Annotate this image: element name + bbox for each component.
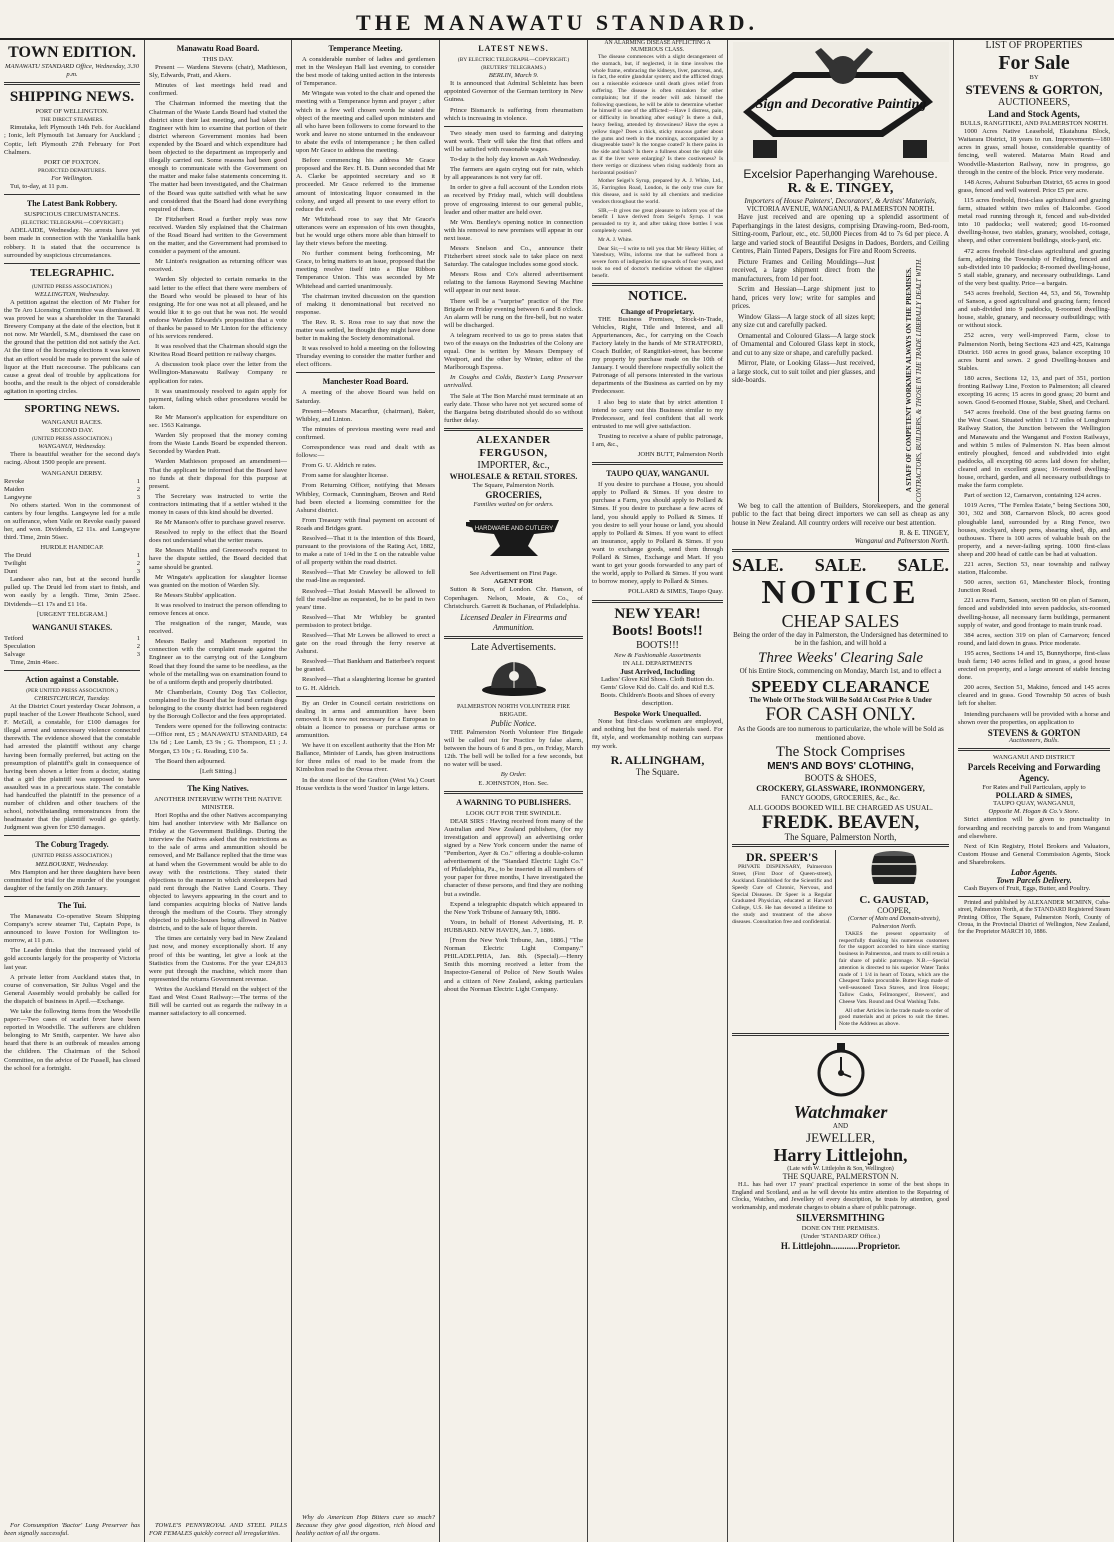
paragraph: Dr Fitzherbert Road a further reply was now received. Warden Sly explained that the Chairman of the Road Board had written to the Government on the matter, and the Government had promised to consider a payment of the amount.	[149, 215, 287, 256]
present: Present — Wardens Stevens (chair), Mathieson, Sly, Edwards, Pratt, and Akers.	[149, 64, 287, 80]
crockery: CROCKERY, GLASSWARE, IRONMONGERY,	[756, 784, 925, 794]
tele-place: WELLINGTON, Wednesday.	[34, 290, 110, 298]
silversmithing: SILVERSMITHING	[796, 1213, 885, 1225]
leader-text: The Leader thinks that the increased yield of gold accounts largely for the prosperity of Victoria last year.	[4, 947, 140, 971]
paragraph: Dear Sir,—I write to tell you that Mr Henry Hillier, of Yatesbury, Wilts, informs me that he suffered from a severe form of indigestion for upwards of four years, and took no end of doctor's medicine without the slightest benefit.	[592, 245, 723, 279]
whole-stock: The Whole Of The Stock Will Be Sold At Cost Price & Under	[749, 696, 932, 705]
stakes-title: WANGANUI STAKES.	[31, 622, 113, 632]
town-parcels: Town Parcels Delivery.	[996, 876, 1072, 886]
sale-word: SALE.	[897, 554, 949, 575]
urgent-telegram: [URGENT TELEGRAM.]	[36, 610, 108, 618]
masthead	[0, 0, 1114, 40]
stock-comprises: The Stock Comprises	[775, 744, 906, 761]
fancy-goods: FANCY GOODS, GROCERIES, &c., &c.	[781, 794, 900, 803]
fire-brigade-helmet-icon	[444, 656, 583, 701]
paragraph: Mother Seigel's Syrup, prepared by A. J. White, Ltd., 35, Farringdon Road, London, is the only true cure for this disease, and is sold by all chemists and medicine vendors throughout the world.	[592, 178, 723, 205]
paragraph: Writes the Auckland Herald on the subject of the East and West Coast Railway:—The terms of the Bill will be carried out as regards the railway in a manner satisfactory to all concerned.	[149, 985, 287, 1018]
paragraph: The Sale at The Bon Marché must terminate at an early date. Those who have not yet secured some of the Bargains being distributed should do so without further delay.	[444, 392, 583, 424]
bespoke: Bespoke Work Unequalled.	[613, 709, 702, 719]
three-weeks: Three Weeks' Clearing Sale	[758, 649, 923, 666]
paragraph: In the stone floor of the Grafton (West Va.) Court House verdicts is the word 'Justice' in large letters.	[296, 776, 435, 792]
late-advertisements: Late Advertisements.	[471, 641, 556, 653]
paragraph: Mr Wingate was voted to the chair and opened the meeting with a Temperance hymn and prayer ; after which in a few well chosen words he stated the object of the meeting and called upon ministers and all who have been followers to come forward to the work and leave no stone unturned in the endeavour to abate the evils of intemperance ; he then called upon Mr Grace to address the meeting.	[296, 90, 435, 155]
new-year: NEW YEAR!	[614, 605, 701, 622]
paragraph: The resignation of the ranger, Maude, was received.	[149, 620, 287, 636]
harry-text: H.L. has had over 17 years' practical experience in some of the best shops in England and Scotland, and as he will devote his entire attention to the Repairing of Clocks, Watches, and Jewellery of every description, he trusts by attention, good workmanship, and moderate charges to obtain a share of public patronage.	[732, 1181, 949, 1211]
allingham-square: The Square.	[635, 766, 680, 777]
paragraph: The Rev. R. S. Ross rose to say that now the matter was settled, he thought they might have done better in making the Society denominational.	[296, 318, 435, 343]
paragraph: Warden Mathieson proposed an amendment—That the applicant be informed that the Board have no funds at their disposal for this purpose at present.	[149, 458, 287, 490]
column-footer: For Consumption 'Bactor' Lung Preserver has been signally successful.	[4, 1521, 140, 1537]
paragraph: The Board then adjourned.	[155, 757, 226, 765]
paragraph: Mr Wingate's application for slaughter license was granted on the motion of Warden Sly.	[149, 573, 287, 589]
list-item: 200 acres, Section 51, Makino, fenced and 145 acres cleared and in grass. Good Township 50 acres of bush left for shelter.	[958, 684, 1110, 708]
paragraph: In Coughs and Colds, Baxter's Lung Preserver unrivalled.	[444, 374, 583, 390]
sign-painting-banner	[732, 42, 949, 165]
cheap-text: Being the order of the day in Palmerston, the Undersigned has determined to be in the fashion, and will hold a	[733, 630, 948, 648]
boots-heading: Boots! Boots!!	[612, 622, 703, 639]
tingey-items	[732, 258, 875, 502]
this-day: THIS DAY.	[202, 56, 234, 63]
list-item: Part of section 12, Carnarvon, containing 124 acres.	[964, 492, 1101, 500]
paragraph: Trusting to receive a share of public patronage, I am, &c.,	[592, 432, 723, 448]
vertical-text-1: A STAFF OF COMPETENT WORKMEN ALWAYS ON THE PREMISES.	[904, 267, 913, 493]
private-text: A private letter from Auckland states that, in course of conversation, Sir Julius Vogel and the General Assembly would probably be called for the dispatch of business in April.—Exchange.	[4, 973, 140, 1005]
cash-buyers: Cash Buyers of Fruit, Eggs, Butter, and Poultry.	[964, 885, 1091, 893]
paragraph: A meeting of the above Board was held on Saturday.	[296, 389, 435, 405]
port-foxton: PORT OF FOXTON.	[43, 158, 101, 166]
gaustad-ad	[835, 850, 949, 1030]
labor-agents: Labor Agents.	[1010, 867, 1058, 877]
new-fashionable: New & Fashionable Assortments	[614, 651, 701, 659]
sport-text: There is beautiful weather for the second day's racing. About 1500 people are present.	[4, 451, 140, 467]
table-row: Speculation 2	[4, 642, 140, 650]
coburg-text: Mrs Hampton and her three daughters have been committed for trial for the murder of the youngest daughter of the family on 26th January.	[4, 868, 140, 892]
tingey-closing: We beg to call the attention of Builders, Storekeepers, and the general public to the fact that being direct importers we can sell as cheap as any house in New Zealand. All country orders will receive our best attention.	[732, 501, 949, 527]
intending: Intending purchasers will be provided with a horse and shown over the properties, on application to	[958, 710, 1110, 726]
paragraph: From Returning Officer, notifying that Messrs Whibley, Cormack, Cunningham, Brown and Reid had been elected a licensing committee for the Ashurst district.	[296, 482, 435, 514]
watch-icon	[732, 1039, 949, 1102]
tingey-address: VICTORIA AVENUE, WANGANUI, & PALMERSTON NORTH.	[746, 205, 935, 214]
tele-text: A petition against the election of Mr Fisher for the Te Aro Licensing Committee was dismissed. It was proved he was a shareholder in the Taranaki Brewery Company at the date of the election, but it not now. Mr Wardell, S.M., dismissed the case on the ground that the petition did not satisfy the Act. At the time of the licensing elections it was known that an effort would be made to prevent the sale of liquor at the Hutt racecourse. The publicans can cause a great deal of trouble by applications for booths, and the result is the object of considerable agitation in sporting circles.	[4, 298, 140, 395]
firm-name-2: STEVENS & GORTON	[987, 727, 1081, 738]
paragraph: Resolved—That Mr Lowes be allowed to erect a gate on the road through the ferry reserve at Ashurst.	[296, 632, 435, 656]
taupo-signature: POLLARD & SIMES, Taupo Quay.	[628, 588, 723, 596]
paragraph: The disease commences with a slight derangement of the stomach, but, if neglected, it in time involves the whole frame, embracing the kidneys, liver, pancreas, and, in fact, the entire glandular system; and the afflicted drags out a miserable existence until death gives relief from suffering. The disease is often mistaken for other complaints; but if the reader will ask himself the following questions, he will be able to determine whether he himself is one of the afflicted:—Have I distress, pain, or difficulty in breathing after eating? Is there a dull, heavy feeling, attended by drowsiness? Have the eyes a yellow tinge? Does a thick, sticky mucous gather about the gums and teeth in the mornings, accompanied by a disagreeable taste? Is the tongue coated? Is there pains in the side and back? Is there a fullness about the right side as if the liver were enlarging? Is there costiveness? Is there vertigo or dizziness when rising suddenly from an horizontal position?	[592, 54, 723, 176]
list-item: Scrim and Hessian—Large shipment just to hand, prices very low; write for samples and prices.	[732, 285, 875, 311]
paragraph: Resolved—That a slaughtering license be granted to G. H. Aldrich.	[296, 676, 435, 692]
parcels: Parcels Receiving and Forwarding Agency.	[967, 762, 1101, 784]
boots-list: Ladies' Glove Kid Shoes. Cloth Button do. Gents' Glove Kid do. Calf do. and Kid E.S. Boots. Children's Boots and Shoes of every description.	[600, 675, 715, 708]
derby-results	[4, 478, 140, 502]
speer-ad	[732, 850, 832, 1030]
tingey-location: Wanganui and Palmerston North.	[854, 537, 949, 546]
strict: Strict attention will be given to punctuality in forwarding and receiving parcels to and from Wanganui and elsewhere.	[958, 816, 1110, 840]
vertical-banners	[878, 258, 949, 502]
by: BY	[1029, 74, 1039, 81]
speer-text: PRIVATE DISPENSARY, Palmerston Street, (First Door of Queen-street), Auckland. Established for the Scientific and Speedy Cure of Chronic, Nervous, and Special Diseases. Dr Speer is a Regular Graduated Physician, educated at Harvard College, U.S. He has devoted a lifetime to the study and treatment of the above diseases. Consultation free and confidential.	[732, 864, 832, 925]
hurdle-title: HURDLE HANDICAP.	[40, 544, 104, 552]
cash-only: FOR CASH ONLY.	[765, 704, 916, 726]
paragraph: I also beg to state that by strict attention I intend to carry out this Business similar to my Predecessor, and feel confident that all work entrusted to me will give satisfaction.	[592, 398, 723, 430]
watch-and: AND	[832, 1122, 849, 1131]
bank-sub: SUSPICIOUS CIRCUMSTANCES.	[24, 211, 120, 219]
paragraph: Resolved—That Mr Whibley be granted permission to protect bridge.	[296, 613, 435, 629]
paragraph: Two steady men used to farming and dairying want work. Their will take the first that offers and will be satisfied with reasonable wages.	[444, 129, 583, 153]
paragraph: By an Order in Council certain restrictions on dealing in arms and ammunition have been removed. It is now not necessary for a European to obtain a licence to possess or purchase arms or ammunition.	[296, 699, 435, 740]
wanganui-district: WANGANUI AND DISTRICT	[993, 753, 1075, 761]
tingey-items-wrap	[732, 258, 949, 502]
tui-heading: The Tui.	[57, 900, 87, 910]
list-item: 195 acres, Sections 14 and 15, Bunnythorpe, first-class bush farm; 140 acres felled and in grass, a good house erected on property, and a large amount of stable fencing done.	[958, 649, 1110, 682]
list-item: 384 acres, section 319 on plan of Carnarvon; fenced round, and laid down in grass. Price moderate.	[958, 631, 1110, 647]
boots-shoes: BOOTS & SHOES,	[804, 773, 877, 784]
paragraph: SIR,—It gives me great pleasure to inform you of the benefit I have derived from Seigel's Syrup. I was persuaded to try it, and after taking three bottles I was completely cured.	[592, 207, 723, 234]
latest-source: (BY ELECTRIC TELEGRAPH.—COPYRIGHT.)	[457, 57, 570, 63]
paragraph: To-day is the holy day known as Ash Wednesday.	[450, 156, 581, 164]
tingey-sign: R. & E. TINGEY,	[899, 529, 949, 538]
notice-heading: NOTICE.	[628, 288, 687, 304]
table-row: The Druid 1	[4, 552, 140, 560]
telegraphic-heading: TELEGRAPHIC.	[29, 266, 115, 279]
paragraph: Minutes of last meetings held read and confirmed.	[149, 82, 287, 98]
agents-list: Sutton & Sons, of London. Chr. Hanson, of Copenhagen. Nelson, Moate, & Co., of Christchurch. Garrett & Buchanan, of Philadelphia.	[444, 586, 583, 610]
all-departments: IN ALL DEPARTMENTS	[622, 659, 693, 667]
list-item: 1000 Acres Native Leasehold, Ekatahuna Block, Waitarara District, 18 years to run. Improvements—180 acres in grass, small house, considerable quantity of fencing, well watered. Mataroa Main Road and Woodville-Masterton Railway, now in progress, go through in the centre of the block. Price very moderate.	[958, 128, 1110, 176]
paragraph: The chairman invited discussion on the question of making it denominational but received no response.	[296, 292, 435, 316]
shipping-heading: SHIPPING NEWS.	[9, 89, 135, 106]
sport-place: WANGANUI, Wednesday.	[38, 443, 106, 451]
paragraph: Tenders were opened for the following contracts:—Office rent, £5 ; MANAWATU STANDARD, £4 13s 6d ; Lee Lamb, £3 9s ; G. Thompson, £1 ; J. Morgan, £3 10s ; G. Reading, £10 5s.	[149, 723, 287, 755]
gaustad-text: TAKES the present opportunity of respectfully thanking his numerous customers for the support accorded to him since starting business in Palmerston, and trusts to still retain a fair share of public patronage. N.B.—Special attention is directed to his superior Water Tanks made of 1 1/4 in heart of Totara, which are the Cheapest Tanks procurable. Butter Kegs made of well-seasoned Tawa Staves, and Iron Hoops; Tallow Casks, Fellmongers', Brewers', and Cheese Vats. Round and Oval Washing Tubs.	[839, 930, 949, 1005]
hurdle-results	[4, 552, 140, 576]
left-sitting: [Left Sitting.]	[199, 767, 237, 775]
column-footer: Why do American Hop Bitters cure so much? Because they give good digestion, rich blood and healthy action of all the organs.	[296, 1513, 435, 1537]
paragraph: No further comment being forthcoming, Mr Grace, to bring matters to an issue, proposed that the meeting resolve itself into a Blue Ribbon Temperance Union. This was seconded by Mr Whitehead and carried unanimously.	[296, 250, 435, 290]
firm-location: BULLS, RANGITIKEI, AND PALMERSTON NORTH.	[960, 120, 1108, 128]
imprint: Printed and published by ALEXANDER MCMINN, Cuba-street, Palmerston North, at the STANDARD Registered Steam Printing Office, The Square, Palmerston North, County of Oroua, in the Provincial District of Wellington, New Zealand, for the Proprietor MARCH 10, 1886.	[958, 900, 1110, 936]
list-item: Mirror, Plate, or Looking Glass—Just received, a large stock, cut to suit toilet and pier glasses, and side-boards.	[732, 359, 875, 385]
allingham: R. ALLINGHAM,	[610, 752, 705, 767]
coburg-heading: The Coburg Tragedy.	[35, 840, 109, 850]
next-of-kin: Next of Kin Registry, Hotel Brokers and Valuators, Custom House and General Commission Agents, Stock and Sharebrokers.	[958, 842, 1110, 866]
table-row: Dunt 3	[4, 568, 140, 576]
fire-text: THE Palmerston North Volunteer Fire Brigade will be called out for Practice by false alarm, between the hours of 6 and 8 pm., on Friday, March 12th. The bell will be tolled for a few seconds, but no water will be used.	[444, 728, 583, 769]
derby-title: WANGANUI DERBY.	[41, 469, 103, 477]
taupo-text: If you desire to purchase a House, you should apply to Pollard & Simes. If you desire to purchase a Farm, you should apply to Pollard & Simes. If you desire to purchase a few acres of land, you should apply to Pollard & Simes. If you desire to sell your house or land, you should apply to Pollard & Simes. If you want to effect an insurance, apply to Pollard & Simes. If you want to exchange goods, send them through Pollard & Simes, Exchange and Mart. If you want to get your goods forwarded to any part of the world, apply to Pollard & Simes. If you want to borrow money, apply to Pollard & Simes.	[592, 481, 723, 586]
late-with: (Late with W. Littlejohn & Son, Wellington)	[787, 1166, 894, 1173]
woodville-text: We take the following items from the Woodville paper:—Two cases of scarlet fever have been reported in Woodville. The sufferers are children belonging to Mr Smith, carpenter. We have also heard that there is an outbreak of measles among the children. The Chairman of the School Committee, on the advice of Dr Fussell, has closed the school for a fortnight.	[4, 1007, 140, 1072]
column-6	[728, 40, 954, 1542]
column-2	[145, 40, 292, 1542]
list-item: 221 acres Farm, Sanson, section 90 on plan of Sanson, fenced and subdivided into seven paddocks, six-roomed dwelling-house, all necessary farm buildings, permanent supply of water, and good frontage to main trunk road.	[958, 597, 1110, 629]
firm-name: STEVENS & GORTON,	[965, 82, 1103, 98]
speer-heading: DR. SPEER'S	[745, 850, 819, 865]
paragraph: A considerable number of ladies and gentlemen met in the Wesleyan Hall last evening, to consider the best mode of taking united action in the interests of Temperance.	[296, 56, 435, 88]
action-place: CHRISTCHURCH, Tuesday.	[34, 694, 110, 702]
derby-text: No others started. Won in the commonest of canters by four lengths. Langwyne led for a mile on sufferance, when Vaile on Revoke easily passed her, and won. Dividends, £2 11s. and Langwyne third. Time, 2min 56sec.	[4, 501, 140, 542]
king-subheading: ANOTHER INTERVIEW WITH THE NATIVE MINISTER.	[154, 795, 282, 811]
see-ad: See Advertisement on First Page.	[469, 570, 558, 578]
action-heading: Action against a Constable.	[25, 674, 119, 684]
steamers-text: Rimutaka, left Plymouth 14th Feb. for Auckland ; Ionic, left Plymouth 1st January for Auckland ; Coptic, left Plymouth 27th February for Port Chalmers.	[4, 124, 140, 156]
list-item: 115 acres freehold, first-class agricultural and grazing farm, situated within two miles of Halcombe. Good metal road running through it, fenced and sub-divided into 10 paddocks; well watered; good 16-roomed dwelling-house, two stables, granary, woolshed, cottage, sheep, and other convenient buildings, stock-yard, etc.	[958, 196, 1110, 245]
paragraph: Mr Linton's resignation as returning officer was received.	[149, 258, 287, 274]
paragraph: Mr A. J. White.	[598, 236, 633, 243]
stakes-results	[4, 635, 140, 659]
goods-text: As the Goods are too numerous to particularize, the whole will be Sold as mentioned above.	[737, 725, 944, 742]
lower-ads	[732, 850, 949, 1030]
list-item: 472 acres freehold first-class agricultural and grazing farm, adjoining the Township of Feilding, fenced and sub-divided into 10 paddocks; 8-roomed dwelling-house, 5 stall stable, granary, and necessary outbuildings. Land of the very best quality. Price—a bargain.	[958, 247, 1110, 287]
town-edition-heading: TOWN EDITION.	[8, 44, 136, 61]
second-day: SECOND DAY.	[50, 427, 94, 435]
tingey-intro: Have just received and are opening up a splendid assortment of Paperhangings in the latest designs, comprising Drawing-room, Bed-room, Sitting-room, Parlour, etc., etc. 50,000 Pieces from 4d to 7s 6d per piece. A large and varied stock of Beautiful Designs in Dadoes, Borders, and Ceiling Centres, Plain Tinted Papers, Designs for Fire and Room Screens.	[732, 213, 949, 256]
direct-steamers: THE DIRECT STEAMERS.	[40, 117, 104, 124]
boots-sub: BOOTS!!!	[636, 639, 679, 651]
paragraph: It was resolved that the Chairman should sign the Kiwitea Road Board petition re railway charges.	[149, 343, 287, 359]
paragraph: The Secretary was instructed to write the contractors intimating that if a settler wished it the money in cases of this kind should be diverted.	[149, 492, 287, 516]
paragraph: Present—Messrs Macarthur, (chairman), Baker, Whibley, and Linton.	[296, 407, 435, 423]
column-4	[440, 40, 588, 1542]
paragraph: We have it on excellent authority that the Hon Mr Ballance, Minister of Lands, has given instructions for three miles of road to be made from the Kimbolton road to the Oroua river.	[296, 742, 435, 774]
ferguson-square: The Square, Palmerston North.	[472, 481, 555, 489]
booked-goods: ALL GOODS BOOKED WILL BE CHARGED AS USUAL.	[748, 803, 933, 813]
list-item: 148 Acres, Ashurst Suburban District, 65 acres in good grass, fenced and well watered. Price £5 per acre.	[958, 178, 1110, 194]
paragraph: Yours, in behalf of Honest Advertising, H. P. HUBBARD. NEW HAVEN, Jan. 7, 1886.	[444, 918, 583, 934]
paragraph: Messrs Bailey and Matheson reported in connection with the complaint made against the Engineer as to the carrying out of the Longburn Road that they found the same to be needless, as the whole of the metalling was on examination found to be of a uniform depth and properly distributed.	[149, 638, 287, 686]
column-1	[0, 40, 145, 1542]
list-item: 547 acres freehold. One of the best grazing farms on the West Coast. Situated within 1 1/2 miles of Longburn Railway Station, the Junction between the Wellington and Manawatu and the Wanganui and Foxton Railways, and within 5 miles of Palmerston N. Has been almost entirely ploughed, fenced and subdivided into eight paddocks, all excepting 60 acres laid down for shelter, cleared and in excellent grass; 16-roomed dwelling-house, orchard, garden, and all necessary outbuildings to make the farm complete.	[958, 409, 1110, 490]
table-row: Tetford 1	[4, 634, 140, 642]
excelsior: Excelsior Paperhanging Warehouse.	[743, 167, 938, 182]
list-heading: LIST OF PROPERTIES	[985, 40, 1083, 51]
reuters: (REUTERS' TELEGRAMS.)	[481, 65, 546, 72]
list-item: 543 acres freehold, Section 44, 53, and 56, Township of Sanson, a good agricultural and grazing farm; fenced and sub-divided into 9 paddocks, 8-roomed dwelling-house, stable, granary, and necessary outbuildings; with or without stock.	[958, 289, 1110, 330]
paragraph: Resolved—That Mr Crawley be allowed to fell the road-line as requested.	[296, 569, 435, 585]
look-out: LOOK OUT FOR THE SWINDLE.	[465, 809, 562, 817]
tui-departure: Tui, to-day, at 11 p.m.	[10, 183, 69, 191]
paragraph: Messrs Ross and Co's altered advertisement relating to the famous Raymond Sewing Machine will appear in our next issue.	[444, 271, 583, 295]
sale-word: SALE.	[732, 554, 784, 575]
projected-departures: PROJECTED DEPARTURES.	[38, 167, 106, 174]
columns	[0, 40, 1114, 1542]
table-row: Revoke 1	[4, 477, 140, 485]
rates: For Rates and Full Particulars, apply to	[982, 784, 1086, 792]
harry-littlejohn: Harry Littlejohn,	[773, 1145, 908, 1166]
paragraph: Correspondence was read and dealt with as follows:—	[296, 444, 435, 460]
paragraph: The farmers are again crying out for rain, which by all appearances is not very far off.	[444, 166, 583, 182]
families: Families waited on for orders.	[473, 501, 554, 509]
bank-robbery-heading: The Latest Bank Robbery.	[26, 199, 118, 209]
paragraph: The minutes of previous meeting were read and confirmed.	[296, 425, 435, 441]
agent-for: AGENT FOR	[494, 578, 533, 586]
paragraph: Expend a telegraphic dispatch which appeared in the New York Tribune of January 9th, 1886.	[444, 900, 583, 916]
paragraph: It is announced that Admiral Schleintz has been appointed Governor of the German territory in New Guinea.	[444, 80, 583, 104]
public-notice: Public Notice.	[490, 718, 537, 728]
list-item: 500 acres, section 61, Manchester Block, fronting Junction Road.	[958, 579, 1110, 595]
gaustad: C. GAUSTAD,	[859, 893, 929, 906]
jeweller: JEWELLER,	[806, 1130, 875, 1146]
paragraph: Re Mr Manson's offer to purchase gravel reserve.	[155, 519, 286, 527]
barrel-icon	[839, 850, 949, 893]
column-footer: TOWLE'S PENNYROYAL AND STEEL PILLS FOR FEMALES quickly correct all irregularities.	[149, 1521, 287, 1537]
table-row: Maiden 2	[4, 485, 140, 493]
watchmaker: Watchmaker	[793, 1102, 888, 1123]
paragraph: The times are certainly very bad in New Zealand just now, and money exceptionally short. If any proof of this be wanting, let give a look at the Statistics from the Customs. For the year £24,813 were put through the machine, which more than represented the returns Government revenue.	[149, 935, 287, 983]
bespoke-text: None but first-class workmen are employed, and nothing but the best of materials used. For fit, style, and workmanship nothing can surpass my work.	[592, 718, 723, 750]
under-standard: (Under 'STANDARD' Office.)	[800, 1233, 881, 1241]
fire-brigade-title: PALMERSTON NORTH VOLUNTEER FIRE BRIGADE.	[456, 703, 571, 718]
office-line: MANAWATU STANDARD Office, Wednesday, 3.30 p.m.	[4, 63, 140, 79]
ferguson-name: ALEXANDER FERGUSON,	[476, 433, 551, 459]
paragraph: Mr Wm. Bentley's opening notice in connection with his removal to new premises will appear in our next issue.	[444, 218, 583, 242]
for-wellington: For Wellington.	[51, 174, 93, 182]
just-arrived: Just Arrived, Including	[620, 666, 695, 676]
cheap-sales: CHEAP SALES	[781, 610, 900, 631]
auctioneers: AUCTIONEERS,	[998, 97, 1070, 109]
paragraph: Resolved—That it is the intention of this Board, pursuant to the provisions of the Rating Act, 1882, to make a rate of 1/4d in the £ on the rateable value of all property within the road district.	[296, 534, 435, 567]
paragraph: Prince Bismarck is suffering from rheumatism which is increasing in violence.	[444, 106, 583, 122]
table-row: Twilight 2	[4, 560, 140, 568]
paragraph: From Treasury with final payment on account of Roads and Bridges grant.	[296, 516, 435, 532]
list-item: 1019 Acres, "The Fernlea Estate," being Sections 300, 301, 302 and 308, Carnarvon Block, 80 acres good ploughable land, surrounded by a Ring Fence, two houses, stockyard, sheep pens, shearing shed, dip, and outhouses. There is 100 acres of valuable bush on the property, and a never-failing spring. 1000 first-class sheep and 200 head of cattle can be had at valuation.	[958, 502, 1110, 558]
coburg-source: (UNITED PRESS ASSOCIATION.)	[31, 853, 113, 860]
paragraph: Before commencing his address Mr Grace proposed and the Rev. H. B. Dunn seconded that Mr A. Clarke be appointed secretary and so it proceeded. Mr Grace referred to the immense amount of intoxicating liquor consumed in the colony, and urged all present to use every effort to reduce the evil.	[296, 157, 435, 213]
paragraph: In order to give a full account of the London riots as received by Friday mail, which will doubtless prove of engrossing interest to our general public, leader and other matter are held over.	[444, 184, 583, 216]
mens-clothing: MEN'S AND BOYS' CLOTHING,	[767, 761, 914, 773]
land-stock: Land and Stock Agents,	[988, 109, 1080, 120]
list-item: 221 acres, Section 53, near township and railway station, Halcombe.	[958, 560, 1110, 577]
paragraph: There will be a "surprise" practice of the Fire Brigade on Friday evening between 6 and 8 o'clock. An alarm will be rung on the fire-bell, but no water will be discharged.	[444, 297, 583, 329]
paragraph: The Chairman informed the meeting that the Chairman of the Waste Lands Board had visited the district since their last meeting, and had taken the Engineer with him to examine that portion of their district whereon Government monies had been expended by the Board and which expenditure had been objected to the department as improperly and illegally carried out. Some reasons had been good enough to communicate with the Government on the matter and make false statements concerning it. The matter had been investigated, and the Chairman of the Board was quite satisfied with what he saw and considered that the Board had done everything required of them.	[149, 100, 287, 213]
for-sale: For Sale	[998, 52, 1070, 74]
square-pn: THE SQUARE, PALMERSTON N.	[782, 1172, 899, 1182]
paragraph: From G. U. Aldrich re rates.	[302, 462, 377, 470]
tingey-name: R. & E. TINGEY,	[787, 181, 894, 197]
beaven-square: The Square, Palmerston North,	[784, 832, 897, 843]
taupo-heading: TAUPO QUAY, WANGANUI.	[606, 469, 709, 479]
column-5	[588, 40, 728, 1542]
alarm-heading: AN ALARMING DISEASE AFFLICTING A NUMEROUS CLASS.	[604, 40, 711, 53]
vertical-text-2: CONTRACTORS, BUILDERS, & THOSE IN THE TRADE LIBERALLY DEALT WITH.	[915, 257, 923, 502]
paragraph: It was resolved to hold a meeting on the following Thursday evening to consider the matter further and elect officers.	[296, 345, 435, 369]
action-source: (PER UNITED PRESS ASSOCIATION.)	[26, 687, 118, 694]
temperance-heading: Temperance Meeting.	[328, 44, 403, 53]
latest-news-heading: LATEST NEWS.	[478, 44, 549, 53]
list-item: Ornamental and Coloured Glass—A large stock of Ornamental and Coloured Glass kept in stock, and cut to any size or shape, and carefully packed.	[732, 331, 875, 357]
berlin: BERLIN, March 9.	[488, 72, 539, 80]
tele-source: (UNITED PRESS ASSOCIATION.)	[31, 283, 113, 290]
change-proprietary: Change of Proprietary.	[620, 306, 695, 316]
paragraph: A discussion took place over the letter from the Wellington-Manawatu Railway Company re application for rates.	[149, 361, 287, 385]
paragraph: Re Messrs Stubbs' application.	[155, 591, 237, 599]
speedy-clearance: SPEEDY CLEARANCE	[751, 677, 930, 697]
proprietor: H. Littlejohn............Proprietor.	[780, 1240, 901, 1251]
column-7	[954, 40, 1114, 1542]
sign-painting-text: Sign and Decorative Painting	[755, 97, 926, 112]
paragraph: A telegram received to us go to press states that two of the essays on the Industries of the Colony are equal. One is written by Messrs Dempsey of Westport, and the other by Winter, editor of the Marlborough Express.	[444, 331, 583, 372]
licensed-dealer: Licensed Dealer in Firearms and Ammunition.	[460, 612, 567, 632]
taupo-quay: TAUPO QUAY, WANGANUI,	[993, 800, 1075, 808]
table-row: Salvage 3	[4, 650, 140, 658]
ferguson-importer: IMPORTER, &c.,	[477, 459, 550, 471]
paragraph: Resolved to reply to the effect that the Board does not understand what the writer means.	[149, 529, 287, 545]
paragraph: It was unanimously resolved to again apply for payment, failing which other procedures would be taken.	[149, 387, 287, 411]
sale-word: SALE.	[814, 554, 867, 575]
paragraph: Re Mr Manson's application for expenditure on sec. 1563 Kairanga.	[149, 413, 287, 430]
auctioneers-bulls: Auctioneers, Bulls.	[1009, 736, 1059, 744]
paragraph: Resolved—That Bankham and Batterbee's request be granted.	[296, 658, 435, 674]
manchester-heading: Manchester Road Board.	[322, 377, 409, 387]
paragraph: THE Business Premises, Stock-in-Trade, Vehicles, Right, Title and Interest, and all Appurtenances, &c., for carrying on the Coach Factory lately in the hands of Mr STRATFORD, Coach Builder, of Rangitikei-street, has become my property by purchase made on the 10th of January. I would therefore respectfully solicit the Patronage of all persons interested in the various departments of the Business as carried on by my Predecessor.	[592, 315, 723, 396]
port-wellington: PORT OF WELLINGTON.	[35, 108, 109, 116]
notice-big: NOTICE	[761, 573, 920, 611]
list-item: 180 acres, Sections 12, 13, and part of 351, portion fronting Railway Line, Foxton to Palmerston; all cleared excepting 16 acres; 15 acres in good grass; 20 burnt and sown. Good 6-roomed House, Stable, Shed, and Orchard.	[958, 374, 1110, 407]
paragraph: Mr Whitehead rose to say that Mr Grace's utterances were an expression of his own thoughts, but he would urge others more able than himself to lay their views before the meeting.	[296, 215, 435, 248]
sporting-heading: SPORTING NEWS.	[24, 403, 120, 415]
king-natives-heading: The King Natives.	[187, 783, 249, 793]
johnston: E. JOHNSTON, Hon. Sec.	[478, 779, 549, 787]
paragraph: It was resolved to instruct the person offending to remove fences at once.	[149, 601, 287, 617]
bank-source: (ELECTRIC TELEGRAPH.—COPYRIGHT.)	[20, 220, 124, 227]
paragraph: Warden Sly proposed that the money coming from the Waste Lands Board be expended thereon. Seconded by Warden Pratt.	[149, 432, 287, 456]
road-board-heading: Manawatu Road Board.	[176, 44, 260, 53]
paragraph: Hori Ropiha and the other Natives accompanying him had another interview with Mr Ballance on Friday at the Government Buildings. During the interview the Natives asked that the restrictions as to the sale of arms and ammunition should be removed, and Mr Ballance replied that the time was at hand when the Government would be able to do away with the restrictions. They stated their objections to the manner in which storekeepers had paid rent through the Native Land Courts. They objected to lawyers appearing in the court and to land companies acquiring blocks of Native lands through the medium of the Courts. They strongly objected to public-houses being allowed in Native districts, and to the sale of liquor therein.	[149, 811, 287, 933]
action-text: At the District Court yesterday Oscar Johnson, a pupil teacher of the Lower Heathcote School, sued F. McGill, a constable, for £100 damages for illegal arrest and unnecessary violence connected therewith. The evidence showed that the constable had arrested the plaintiff without any charge having been formally preferred, but acting on the presumption of plaintiff's guilt in consequence of having been shown a letter from a doctor, stating that a girl the plaintiff was supposed to have assaulted was in a precarious state. The constable had handcuffed the plaintiff in the presence of a number of children and other teachers of the school, notwithstanding remonstrances from the headmaster that the plaintiff would go quietly. Judgment was given for £50 damages.	[4, 702, 140, 832]
bank-text: ADELAIDE, Wednesday. No arrests have yet been made in connection with the Yankalilla bank robbery. It is stated that the occurrence is surrounded by suspicious circumstances.	[4, 227, 140, 259]
column-3	[292, 40, 440, 1542]
butt-signature: JOHN BUTT, Palmerston North	[637, 451, 723, 459]
list-item: Window Glass—A large stock of all sizes kept; any size cut and carefully packed.	[732, 312, 875, 330]
gaustad-address: (Corner of Main and Domain-streets), Palmerston North.	[848, 915, 940, 930]
pollard: POLLARD & SIMES,	[995, 791, 1073, 801]
sale-row	[732, 555, 949, 575]
wanganui-races: WANGANUI RACES.	[41, 419, 103, 426]
paragraph: [From the New York Tribune, Jan., 1886.] "The Norman Electric Light Company." PHILADELPHIA, Jan. 8th. (Special).—Henry Smith this morning received a letter from the Inspector-General of Police of New South Wales and a citizen of New Zealand, asking particulars about the Norman Electric Light Company.	[444, 937, 583, 993]
table-row: Langwyne 3	[4, 493, 140, 501]
paragraph: Warden Sly objected to certain remarks in the said letter to the effect that there were members of the Board who would be pleased to hear of his resigning. He for one was not at all pleased, and he would like it to go out that he was not. He would endorse Warden Edwards's proposition that a vote of thanks be passed to Mr Linton for the efficiency of his services rendered.	[149, 276, 287, 341]
by-order: By Order.	[500, 771, 527, 779]
list-item: Picture Frames and Ceiling Mouldings—Just received, a large shipment direct from the manufacturers, from 1d per foot.	[732, 257, 875, 283]
sport-source: (UNITED PRESS ASSOCIATION.)	[31, 436, 113, 443]
cooper: COOPER,	[877, 905, 911, 915]
list-item: 252 acres, very well-improved Farm, close to Palmerston North, being Sections 423 and 425, Kairanga District. 160 acres in good grass, balance excepting 10 acres burnt and sown. 2 good Dwelling-houses and Stables.	[958, 332, 1110, 372]
paragraph: From same for slaughter license.	[302, 472, 389, 480]
paragraph: Mr Chamberlain, County Dog Tax Collector, complained to the Board that he found certain dogs belonging to the county district had been registered by the Borough Collector and the fees appropriated.	[149, 688, 287, 721]
opposite: Opposite M. Hogan & Co.'s Store.	[988, 808, 1080, 816]
paragraph: Re Messrs Mullins and Greenwood's request to have the dispute settled, the Board decided that same should be granted.	[149, 547, 287, 571]
paragraph: Resolved—That Josiah Maxwell be allowed to fell the road-line as requested, he to be paid in two years' time.	[296, 587, 435, 611]
anvil-icon	[444, 512, 583, 567]
coburg-place: MELBOURNE, Wednesday.	[35, 860, 109, 868]
beaven: FREDK. BEAVEN,	[761, 812, 920, 834]
stakes-time: Time, 2min 46sec.	[10, 658, 59, 666]
hurdle-text: Landseer also ran, but at the second hurdle pulled up. The Druid led from start to finish, and won easily by a length. Time, 3min 25sec. Dividends—£1 17s and £1 16s.	[4, 576, 140, 608]
tui-text: The Manawatu Co-operative Steam Shipping Company's screw steamer Tui, Captain Pope, is announced to leave Foxton for Wellington to-morrow, at 11 p.m.	[4, 912, 140, 945]
paragraph: Messrs Snelson and Co., announce their Fitzherbert street stock sale to take place on next Saturday. The catalogue includes some good stock.	[444, 244, 583, 269]
warning-heading: A WARNING TO PUBLISHERS.	[456, 797, 571, 807]
tingey-importers: Importers of House Painters', Decorators', & Artists' Materials,	[744, 196, 937, 206]
gaustad-text-2: All other Articles in the trade made to order of good materials and at prices to suit the times. Note the Address as above.	[839, 1007, 949, 1028]
entire-stock: Of his Entire Stock, commencing on Monday, March 1st, and to effect a	[739, 666, 942, 675]
ferguson-wholesale: WHOLESALE & RETAIL STORES.	[449, 471, 578, 481]
masthead-title: THE MANAWATU STANDARD.	[356, 10, 758, 35]
anvil-label: HARDWARE AND CUTLERY	[474, 526, 553, 533]
done-premises: DONE ON THE PREMISES.	[801, 1225, 880, 1233]
groceries: GROCERIES,	[485, 490, 542, 501]
paragraph: DEAR SIRS : Having received from many of the Australian and New Zealand publishers, (for my investigation and approval) an advertising order signed by a New York concern under the name of "Pemberton, Ayer & Co." offering a double-column advertisement of the "Standard Electric Light Co." of Philadelphia, Pa., to be inserted in all numbers of your paper for three months, I have investigated the character of these persons, and find they are nothing but a swindle.	[444, 817, 583, 898]
